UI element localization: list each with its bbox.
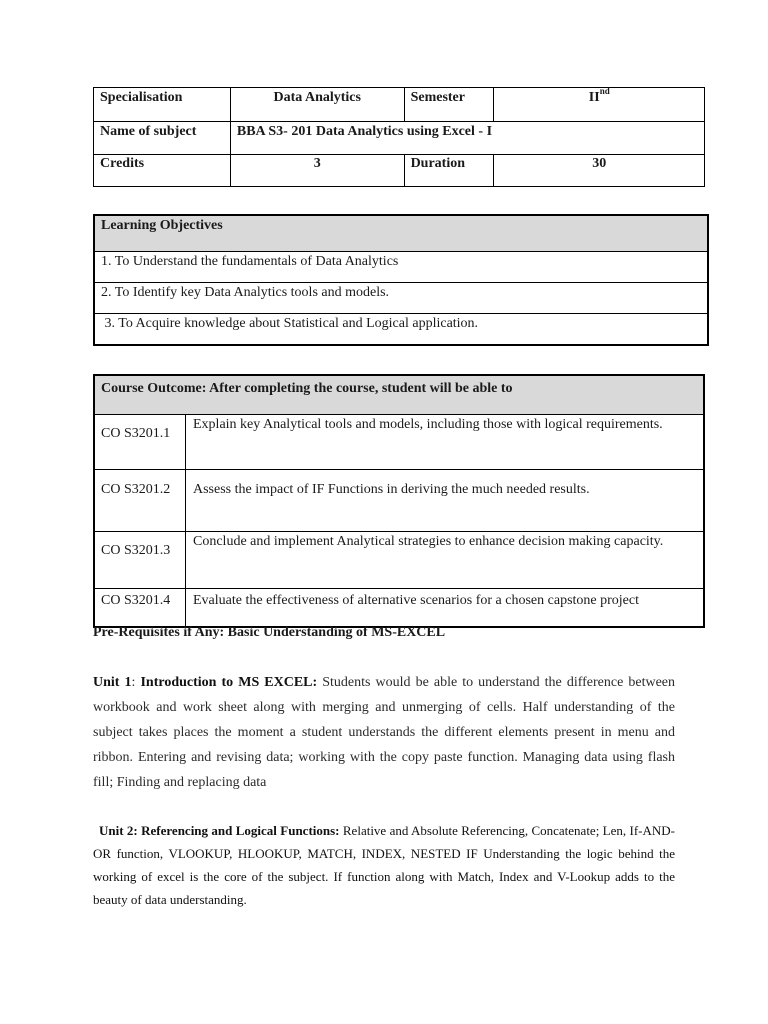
info-row-credits bbox=[94, 155, 705, 187]
outcome-row bbox=[94, 415, 704, 470]
specialisation-label: Specialisation bbox=[94, 88, 231, 122]
unit-1-body: Students would be able to understand the difference between workbook and work sheet along with merging and unmerging of cells. Half understanding of the subject takes places the moment a student understands the different elements present in menu and ribbon. Entering and revising data; working with the copy paste function. Managing data using flash fill; Finding and replacing data bbox=[93, 675, 675, 790]
objective-item: 3. To Acquire knowledge about Statistical and Logical application. bbox=[94, 314, 708, 346]
course-outcome-table bbox=[93, 374, 705, 628]
credits-value: 3 bbox=[230, 155, 404, 187]
outcome-code: CO S3201.2 bbox=[94, 470, 186, 532]
semester-suffix: nd bbox=[599, 86, 610, 97]
learning-objectives-table bbox=[93, 214, 709, 346]
outcome-text: Conclude and implement Analytical strategies to enhance decision making capacity. bbox=[186, 532, 705, 589]
objective-item: 2. To Identify key Data Analytics tools and models. bbox=[94, 283, 708, 314]
unit-2-body: Relative and Absolute Referencing, Concatenate; Len, If-AND-OR function, VLOOKUP, HLOOKUP, MATCH, INDEX, NESTED IF Understanding the logic behind the working of excel is the core of the subject. If function along with Match, Index and V-Lookup adds to the beauty of data understanding. bbox=[93, 823, 675, 907]
course-outcome-heading: Course Outcome: After completing the course, student will be able to bbox=[94, 375, 704, 415]
credits-label: Credits bbox=[94, 155, 231, 187]
info-row-specialisation bbox=[94, 88, 705, 122]
unit-1-colon: : bbox=[131, 675, 141, 690]
learning-objectives-heading: Learning Objectives bbox=[94, 215, 708, 252]
info-row-subject bbox=[94, 122, 705, 155]
outcome-text: Explain key Analytical tools and models, including those with logical requirements. bbox=[186, 415, 705, 470]
duration-label: Duration bbox=[404, 155, 494, 187]
objective-row bbox=[94, 314, 708, 346]
prerequisites: Pre-Requisites if Any: Basic Understanding of MS-EXCEL bbox=[93, 625, 446, 640]
semester-number: II bbox=[588, 90, 600, 105]
unit-1-paragraph bbox=[93, 670, 675, 795]
outcome-row bbox=[94, 532, 704, 589]
outcome-code: CO S3201.1 bbox=[94, 415, 186, 470]
outcome-code: CO S3201.3 bbox=[94, 532, 186, 589]
learning-objectives-header bbox=[94, 215, 708, 252]
semester-label: Semester bbox=[404, 88, 494, 122]
outcome-text: Assess the impact of IF Functions in deriving the much needed results. bbox=[186, 470, 705, 532]
objective-item: 1. To Understand the fundamentals of Data Analytics bbox=[94, 252, 708, 283]
course-info-table bbox=[93, 87, 705, 187]
subject-label: Name of subject bbox=[94, 122, 231, 155]
objective-row bbox=[94, 252, 708, 283]
course-outcome-header bbox=[94, 375, 704, 415]
specialisation-value: Data Analytics bbox=[230, 88, 404, 122]
outcome-row bbox=[94, 589, 704, 628]
outcome-code: CO S3201.4 bbox=[94, 589, 186, 628]
subject-value: BBA S3- 201 Data Analytics using Excel - I bbox=[230, 122, 704, 155]
unit-2-title: Unit 2: Referencing and Logical Functions: bbox=[99, 823, 340, 838]
unit-2-paragraph bbox=[93, 819, 675, 911]
unit-1-label: Unit 1 bbox=[93, 675, 132, 690]
outcome-row bbox=[94, 470, 704, 532]
objective-row bbox=[94, 283, 708, 314]
duration-value: 30 bbox=[494, 155, 705, 187]
unit-1-title: Introduction to MS EXCEL: bbox=[140, 675, 318, 690]
semester-value bbox=[494, 88, 705, 122]
outcome-text: Evaluate the effectiveness of alternative scenarios for a chosen capstone project bbox=[186, 589, 705, 628]
